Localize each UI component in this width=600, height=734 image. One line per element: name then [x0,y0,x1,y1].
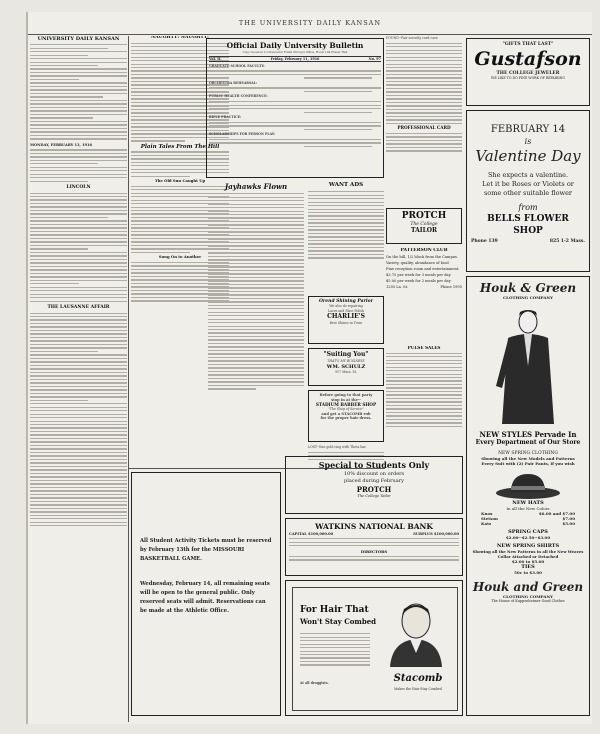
caps-price: $2.00--$2.50--$3.00 [505,535,551,540]
lausanne-heading: THE LAUSANNE AFFAIR [47,304,110,310]
patterson-price2: $5.00 per week for 2 meals per day [386,279,451,283]
plain-tales-heading: Plain Tales From The Hill [140,143,220,150]
patterson-club-ad [386,248,462,344]
want-ads [308,182,384,292]
bulletin-number: No. 97 [368,56,381,61]
bulletin-section-2: ORCHESTRA REHEARSAL: [209,80,258,85]
gustafson-ad [466,38,590,106]
bank-ad [285,518,463,576]
bells-flower-ad [466,110,590,272]
students-name: PROTCH [356,485,392,494]
stadium-line3: and get a STACOMB rub [321,411,371,416]
newspaper-page [26,12,592,724]
gustafson-name: Gustafson [474,48,582,70]
shirts-price: $2.00 to $5.00 [511,559,545,564]
bells-addr: 825 1-2 Mass. [549,239,585,244]
bulletin-section-3: PUBLIC HEALTH CONFERENCE: [209,94,268,99]
houk-footer-sub: CLOTHING COMPANY [503,594,553,599]
bulletin-volume: Vol. II. [209,56,222,61]
orend-name: CHARLIE'S [327,313,365,321]
university-bulletin [206,38,384,178]
stacomb-heading-2: Won't Stay Combed [300,617,377,626]
students-sub: The College Tailor [357,494,391,498]
bulletin-subtitle: Copy received to Chancellor Frank Strong's Office, Room 104 Fraser Hall [242,50,348,54]
stadium-line4: for the proper hair dress. [320,416,372,421]
valentine-line1: She expects a valentine. [487,171,569,179]
gustafson-line: WE LIKE TO DO FINE WORK OF REPAIRING [491,76,565,80]
stadium-line1: Before going to that party [319,393,373,397]
page-header: THE UNIVERSITY DAILY KANSAN [238,19,382,27]
naughty-heading: NAUGHTY! NAUGHTY! [151,36,209,40]
hat-knox-price: $6.00 and $7.00 [538,511,575,516]
houk-headline-2: Every Department of Our Store [475,439,581,446]
hats-title: NEW HATS [512,500,544,506]
ties-price: 50c to $3.00 [514,570,542,575]
patterson-line3: Fine reception room and entertainment. [386,267,460,271]
stadium-barber-ad [308,390,384,442]
song-heading: Song On to Another [158,254,202,260]
houk-sub: CLOTHING COMPANY [503,295,553,300]
stacomb-heading-1: For Hair That [300,605,369,615]
column-1 [30,36,127,722]
houk-green-ad [466,276,590,716]
pulse-sales [386,346,462,452]
patterson-title: PATTERSON CLUB [400,248,448,253]
classified-column [386,36,462,160]
found-ad: FOUND--Fair sorority card case [386,36,438,40]
shirts-detail-1: Showing all the New Patterns in all the New Weaves [472,549,584,554]
pulse-heading: PULSE SALES [407,346,441,350]
lost-ring: LOST--One gold ring with Theta bar. [308,445,367,449]
patterson-price1: $3.75 per week for 3 meals per day [386,273,451,277]
patterson-line2: Variety, quality, abundance of food [386,261,449,265]
houk-headline-1: NEW STYLES Pervade In [479,430,577,439]
students-title: Special to Students Only [318,460,430,470]
valentine-is: is [524,137,532,146]
houk-spring: NEW SPRING CLOTHING [498,451,558,456]
patterson-addr: 1205 La. St. [386,285,409,289]
lincoln-heading: LINCOLN [66,184,91,190]
hats-sub: In all the New Colors [506,506,550,511]
students-line2: placed during February [344,478,404,484]
orend-ad [308,296,384,344]
bulletin-title: Official Daily University Bulletin [226,41,364,50]
valentine-line2: Let it be Roses or Violets or [482,180,574,188]
suiting-title: "Suiting You" [323,351,369,358]
stadium-line2: stop in at the-- [331,397,361,402]
tickets-paragraph-1: All Student Activity Tickets must be reserved by February 13th for the MISSOURI BASKETBALL GAME. [140,538,272,562]
orend-line4: Best Shines in Town [329,321,363,326]
bulletin-section-4: RIFLE PRACTICE: [209,115,242,120]
stadium-name: STADIUM BARBER SHOP [315,402,377,408]
shirts-title: NEW SPRING SHIRTS [496,543,560,549]
houk-name: Houk & Green [479,281,577,295]
hat-katz-name: Katz [481,521,492,526]
bank-directors: DIRECTORS [360,548,388,554]
stacomb-brand: Stacomb [393,673,443,684]
valentine-title: Valentine Day [475,147,581,165]
hat-stetson-price: $7.00 [562,516,575,521]
bank-surplus: SURPLUS $100,000.00 [413,532,459,536]
hat-knox-name: Knox [481,511,493,516]
stadium-slogan: "The Shop of Service" [328,407,364,412]
hat-katz-price: $5.00 [562,521,575,526]
ties-title: TIES [521,564,535,570]
orend-line2: We also do repairing [329,304,363,308]
patterson-line1: On the hill, 1/2 block from the Campus. [386,255,459,259]
valentine-line3: some other suitable flower [483,189,573,197]
bulletin-section-1: GRADUATE SCHOOL FACULTY: [209,63,265,68]
old-sun-heading: The Old Sun Caught Up [154,178,206,184]
man-portrait-illustration [382,597,450,667]
suiting-sub: THAT'S MY BUSINESS [327,359,365,363]
want-ads-heading: WANT ADS [328,182,364,188]
schulz-ad [308,348,384,386]
stacomb-sub: Makes the Hair Stay Combed [394,687,442,691]
tickets-notice [131,472,281,716]
tickets-paragraph-2: Wednesday, February 14, all remaining seats will be open to the general public. Only reserved seats will admit. Reservations can be made at the Athletic Office. [140,581,270,614]
jayhawks-column [208,182,304,466]
students-line1: 10% discount on orders [343,471,405,477]
houk-detail-1: Showing all the New Models and Patterns [481,456,575,461]
professional-heading: PROFESSIONAL CARD [397,125,451,131]
masthead-title: UNIVERSITY DAILY KANSAN [37,36,120,42]
caps-title: SPRING CAPS [508,529,548,535]
stacomb-druggists: At all druggists. [300,681,329,685]
houk-footer-tag: The House of Kuppenheimer Good Clothes [491,599,565,603]
gustafson-sub: THE COLLEGE JEWELER [496,71,560,76]
valentine-from: from [518,203,538,212]
bank-capital: CAPITAL $100,000.00 [289,532,334,536]
bulletin-section-5: SCHOLARSHIPS FOR PERSON PLAY: [209,132,275,137]
orend-line3: Laces and Shoe Polish [327,308,365,313]
patterson-phone: Phone 1995 [440,285,462,289]
houk-detail-2: Every Suit with (2) Pair Pants, if you wish [481,461,575,466]
houk-footer-name: Houk and Green [472,580,584,594]
masthead-date: MONDAY, FEBRUARY 13, 1916 [30,142,93,147]
hat-illustration [493,470,563,500]
bells-phone: Phone 139 [471,239,498,244]
protch-sub2: TAILOR [410,227,438,234]
shirts-detail-2: Collar Attached or Detached [497,554,559,559]
suiting-addr: 917 Mass. St. [334,369,358,374]
bulletin-date: Friday, February 11, 1916 [270,56,320,61]
suiting-name: WM. SCHULZ [326,363,366,370]
valentine-date: FEBRUARY 14 [490,124,566,135]
protch-sub1: The College [410,222,438,227]
stacomb-ad [285,580,463,716]
students-ad [285,456,463,514]
protch-ad [386,208,462,244]
orend-title: Orend Shining Parlor [319,299,373,304]
man-in-coat-illustration [488,306,568,426]
protch-name: PROTCH [401,211,447,221]
bells-name: BELLS FLOWER SHOP [487,214,569,236]
bank-name: WATKINS NATIONAL BANK [315,522,433,531]
hat-stetson-name: Stetson [481,516,498,521]
jayhawks-heading: Jayhawks Flown [224,182,288,191]
gustafson-tagline: "GIFTS THAT LAST" [502,42,554,47]
